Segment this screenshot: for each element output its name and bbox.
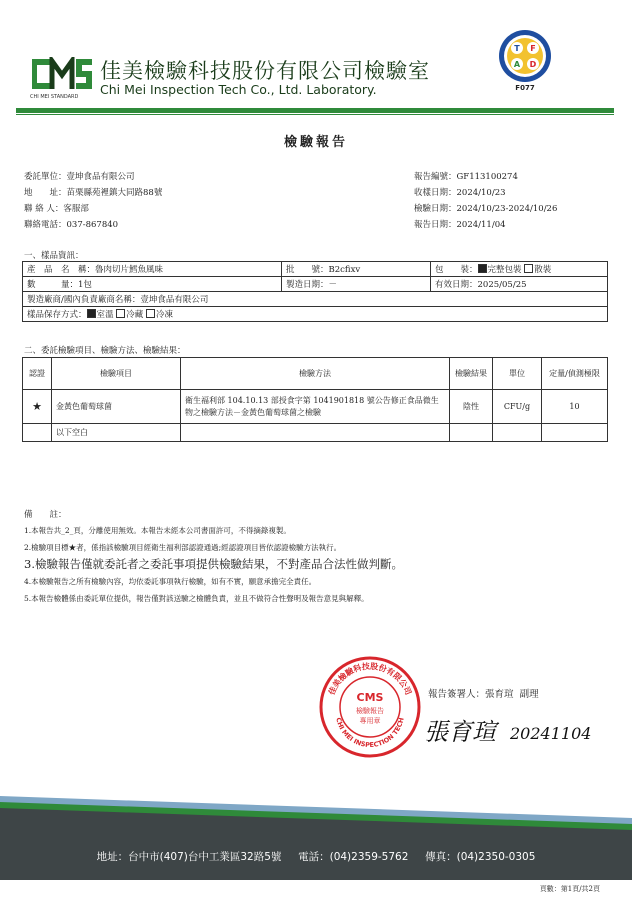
header-cert: 認證 bbox=[23, 358, 52, 390]
checkbox-room-temp bbox=[87, 309, 96, 318]
checkbox-frozen bbox=[146, 309, 155, 318]
seal-ring-text: 佳美檢驗科技股份有限公司 bbox=[327, 661, 413, 697]
signer-info bbox=[428, 686, 539, 700]
sample-heading: 一、樣品資訊： bbox=[24, 251, 84, 261]
blank-note: 以下空白 bbox=[52, 424, 181, 442]
checkbox-bulk bbox=[524, 264, 533, 273]
header-unit: 單位 bbox=[493, 358, 542, 390]
note-item: 4.本檢驗報告之所有檢驗內容，均依委託事項執行檢驗，如有不實，願意承擔完全責任。 bbox=[24, 577, 317, 586]
header-rule bbox=[16, 108, 614, 113]
notes-list bbox=[24, 522, 614, 607]
report-info bbox=[414, 169, 557, 233]
header-item: 檢驗項目 bbox=[52, 358, 181, 390]
footer-address: 地址：台中市(407)台中工業區32路5號 bbox=[96, 851, 282, 863]
header-rule-thin bbox=[16, 114, 614, 115]
row-unit: CFU/g bbox=[493, 390, 542, 424]
contact-row: 聯 絡 人：客服部 bbox=[24, 204, 89, 214]
note-item: 2.檢驗項目標★者，係指該檢驗項目經衛生福利部認證通過;經認證項目皆依認證檢驗方法執行。 bbox=[24, 543, 342, 552]
seal-line1: 檢驗報告 bbox=[356, 707, 384, 715]
footer-phone: 電話：(04)2359-5762 bbox=[298, 851, 409, 863]
client-info bbox=[24, 169, 162, 233]
table-row bbox=[23, 390, 608, 424]
signer-name: 張育瑄 bbox=[485, 689, 514, 700]
badge-letter-f: F bbox=[530, 44, 536, 53]
checkbox-refrigerated bbox=[116, 309, 125, 318]
sample-table: 產 品 名 稱：魯肉切片鱈魚風味 批 號：B2cfixv 包 裝： 完整包裝 散裝 數 量：1包 製造日期：－ 有效日期：2025/05/25 製造廠商/國內負責廠商名稱：壹坤食品有限公司 樣品保存方式： 室溫 冷藏 冷凍 bbox=[22, 261, 608, 322]
badge-letter-d: D bbox=[529, 60, 537, 69]
row-cert: ★ bbox=[23, 390, 52, 424]
row-result: 陰性 bbox=[450, 390, 493, 424]
received-date-row: 收樣日期：2024/10/23 bbox=[414, 188, 506, 198]
page-info: 頁數：第1頁/共2頁 bbox=[539, 885, 600, 893]
signer-label: 報告簽署人： bbox=[428, 689, 486, 700]
table-row bbox=[23, 424, 608, 442]
header-limit: 定量/偵測極限 bbox=[542, 358, 608, 390]
row-item: 金黃色葡萄球菌 bbox=[52, 390, 181, 424]
signer-title: 副理 bbox=[519, 689, 539, 700]
results-table bbox=[22, 357, 608, 442]
footer-fax: 傳真：(04)2350-0305 bbox=[425, 851, 536, 863]
seal-line2: 專用章 bbox=[359, 717, 381, 725]
checkbox-complete-package bbox=[478, 264, 487, 273]
company-name-cn: 佳美檢驗科技股份有限公司檢驗室 bbox=[100, 59, 430, 83]
client-row: 委託單位：壹坤食品有限公司 bbox=[24, 172, 135, 182]
badge-letter-t: T bbox=[514, 44, 520, 53]
note-item: 5.本報告檢體係由委託單位提供，報告僅對該送驗之檢體負責，並且不做符合性聲明及報告意見與解釋。 bbox=[24, 594, 369, 603]
row-limit: 10 bbox=[542, 390, 608, 424]
row-method: 衛生福利部 104.10.13 部授食字第 1041901818 號公告修正食品微生物之檢驗方法－金黃色葡萄球菌之檢驗 bbox=[181, 390, 450, 424]
header-result: 檢驗結果 bbox=[450, 358, 493, 390]
seal-ring-en: CHI MEI INSPECTION TECH bbox=[334, 716, 406, 750]
notes-heading: 備 註： bbox=[24, 510, 67, 520]
report-number-row: 報告編號：GF113100274 bbox=[414, 172, 518, 182]
signature: 張育瑄 bbox=[424, 718, 496, 746]
report-title: 檢驗報告 bbox=[283, 135, 348, 150]
seal-logo: CMS bbox=[356, 691, 384, 704]
footer-stripes bbox=[0, 792, 632, 836]
test-date-row: 檢驗日期：2024/10/23-2024/10/26 bbox=[414, 204, 558, 214]
tfda-badge-icon bbox=[497, 28, 553, 92]
badge-letter-a: A bbox=[513, 60, 521, 69]
company-logo bbox=[32, 57, 92, 93]
note-item: 3.檢驗報告僅就委託者之委託事項提供檢驗結果，不對產品合法性做判斷。 bbox=[24, 557, 403, 571]
logo-subtitle: CHI MEI STANDARD bbox=[30, 94, 79, 100]
address-row: 地 址：苗栗縣苑裡鎮大同路88號 bbox=[24, 188, 163, 198]
footer-contact bbox=[0, 849, 632, 864]
signature-date: 20241104 bbox=[510, 724, 592, 743]
report-date-row: 報告日期：2024/11/04 bbox=[414, 220, 506, 230]
company-name-en: Chi Mei Inspection Tech Co., Ltd. Laboratory. bbox=[100, 82, 377, 97]
report-seal bbox=[318, 655, 422, 759]
results-heading: 二、委託檢驗項目、檢驗方法、檢驗結果： bbox=[24, 346, 186, 356]
phone-row: 聯絡電話：037-867840 bbox=[24, 220, 119, 230]
header-method: 檢驗方法 bbox=[181, 358, 450, 390]
badge-code: F077 bbox=[515, 84, 535, 92]
note-item: 1.本報告共_2_頁，分離使用無效。本報告未經本公司書面許可，不得摘錄複製。 bbox=[24, 526, 291, 535]
